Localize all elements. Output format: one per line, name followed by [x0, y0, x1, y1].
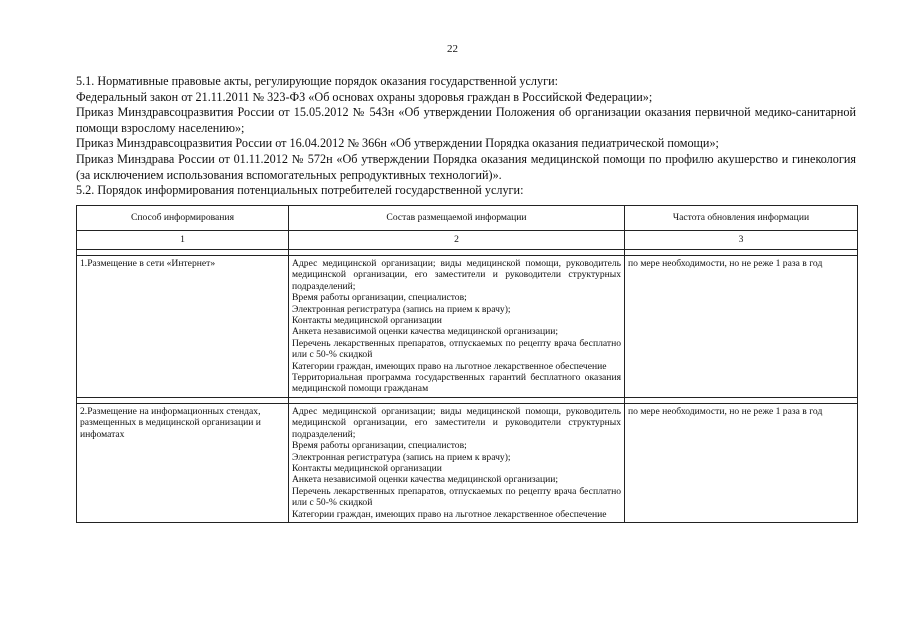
content-line: Адрес медицинской организации; виды медицинской помощи, руководитель медицинской организации, его заместители и руководители структурных подразделений;	[292, 258, 621, 292]
legal-act-1: Федеральный закон от 21.11.2011 № 323-ФЗ «Об основах охраны здоровья граждан в Российской Федерации»;	[76, 89, 653, 104]
page-number: 22	[447, 43, 458, 55]
section-heading-5-2: 5.2. Порядок информирования потенциальных потребителей государственной услуги:	[76, 183, 524, 198]
content-cell	[289, 256, 625, 398]
content-line: Территориальная программа государственных гарантий бесплатного оказания медицинской помощи гражданам	[292, 372, 621, 395]
content-line: Перечень лекарственных препаратов, отпускаемых по рецепту врача бесплатно или с 50-% скидкой	[292, 337, 621, 361]
content-line: Категории граждан, имеющих право на льготное лекарственное обеспечение	[292, 508, 607, 520]
content-line: Время работы организации, специалистов;	[292, 440, 467, 452]
frequency-cell: по мере необходимости, но не реже 1 раза в год	[625, 256, 858, 398]
header-frequency: Частота обновления информации	[625, 206, 858, 231]
content-line: Анкета независимой оценки качества медицинской организации;	[292, 326, 559, 338]
legal-act-3: Приказ Минздравсоцразвития России от 16.04.2012 № 366н «Об утверждении Порядка оказания педиатрической помощи»;	[76, 136, 719, 151]
header-content: Состав размещаемой информации	[289, 206, 625, 231]
content-line: Адрес медицинской организации; виды медицинской помощи, руководитель медицинской организации, его заместители и руководители структурных подразделений;	[292, 405, 621, 440]
informing-table	[76, 205, 858, 523]
content-line: Категории граждан, имеющих право на льготное лекарственное обеспечение	[292, 360, 607, 372]
content-cell	[289, 403, 625, 522]
column-number: 1	[77, 231, 289, 250]
method-cell: 2.Размещение на информационных стендах, размещенных в медицинской организации и инфоматах	[77, 403, 289, 522]
frequency-cell: по мере необходимости, но не реже 1 раза в год	[625, 403, 858, 522]
intro-text	[76, 74, 856, 199]
header-method: Способ информирования	[77, 206, 289, 231]
content-line: Анкета независимой оценки качества медицинской организации;	[292, 474, 559, 486]
content-line: Контакты медицинской организации	[292, 315, 442, 327]
column-number: 3	[625, 231, 858, 250]
column-number: 2	[289, 231, 625, 250]
content-line: Контакты медицинской организации	[292, 462, 442, 474]
table-row	[77, 256, 858, 398]
section-heading-5-1: 5.1. Нормативные правовые акты, регулирующие порядок оказания государственной услуги:	[76, 74, 558, 88]
content-line: Электронная регистратура (запись на прием к врачу);	[292, 451, 511, 463]
legal-act-2: Приказ Минздравсоцразвития России от 15.05.2012 № 543н «Об утверждении Положения об организации оказания первичной медико-санитарной помощи взрослому населению»;	[76, 105, 856, 135]
content-line: Электронная регистратура (запись на прием к врачу);	[292, 303, 511, 315]
table-row	[77, 403, 858, 522]
method-cell: 1.Размещение в сети «Интернет»	[77, 256, 289, 398]
table-number-row	[77, 231, 858, 250]
table-header-row	[77, 206, 858, 231]
legal-act-4: Приказ Минздрава России от 01.11.2012 № 572н «Об утверждении Порядка оказания медицинской помощи по профилю акушерство и гинекология (за исключением использования вспомогательных репродуктивных технологий)».	[76, 151, 856, 182]
content-line: Перечень лекарственных препаратов, отпускаемых по рецепту врача бесплатно или с 50-% скидкой	[292, 485, 621, 509]
content-line: Время работы организации, специалистов;	[292, 292, 467, 304]
